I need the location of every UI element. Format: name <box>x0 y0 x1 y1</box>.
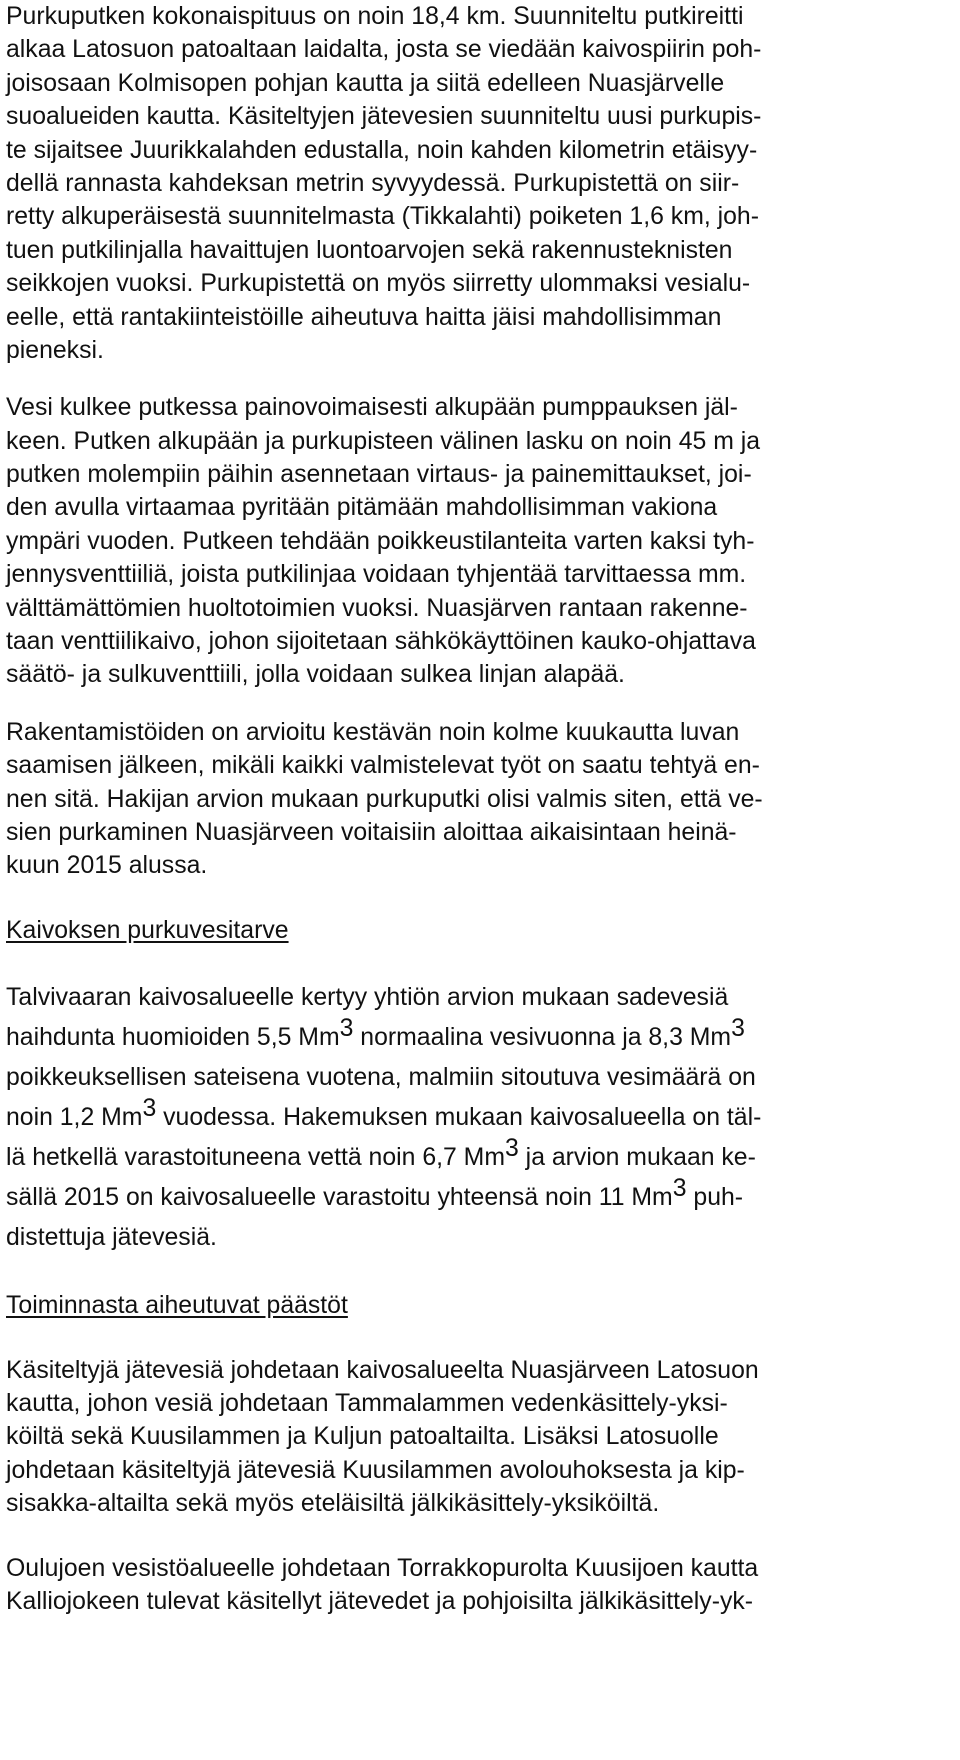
text-line: ympäri vuoden. Putkeen tehdään poikkeustilanteita varten kaksi tyh- <box>6 527 755 555</box>
text-line: sien purkaminen Nuasjärveen voitaisiin aloittaa aikaisintaan heinä- <box>6 818 737 846</box>
text-line: alkaa Latosuon patoaltaan laidalta, josta se viedään kaivospiirin poh- <box>6 36 762 64</box>
section-heading-emissions: Toiminnasta aiheutuvat päästöt <box>6 1292 348 1320</box>
document-page <box>6 0 954 1618</box>
text-line: tuen putkilinjalla havaittujen luontoarvojen sekä rakennusteknisten <box>6 236 733 264</box>
text-line: suoalueiden kautta. Käsiteltyjen jätevesien suunniteltu uusi purkupis- <box>6 103 762 131</box>
text-line: joisosaan Kolmisopen pohjan kautta ja siitä edelleen Nuasjärvelle <box>6 69 725 97</box>
superscript-exponent: 3 <box>339 1015 354 1043</box>
text-segment: normaalina vesivuonna ja 8,3 Mm <box>353 1024 732 1052</box>
text-line: saamisen jälkeen, mikäli kaikki valmistelevat työt on saatu tehtyä en- <box>6 752 760 780</box>
superscript-exponent: 3 <box>142 1095 157 1123</box>
text-line <box>6 1015 954 1058</box>
paragraph-water-flow <box>6 391 954 692</box>
text-line: den avulla virtaamaa pyritään pitämään mahdollisimman vakiona <box>6 494 718 522</box>
text-line: Rakentamistöiden on arvioitu kestävän noin kolme kuukautta luvan <box>6 718 740 746</box>
text-line: seikkojen vuoksi. Purkupistettä on myös siirretty ulommaksi vesialu- <box>6 270 751 298</box>
text-line: säätö- ja sulkuventtiili, jolla voidaan sulkea linjan alapää. <box>6 661 625 689</box>
text-line: Purkuputken kokonaispituus on noin 18,4 km. Suunniteltu putkireitti <box>6 3 744 30</box>
text-line: pieneksi. <box>6 336 104 364</box>
text-segment: puh- <box>686 1184 744 1212</box>
text-line <box>6 1175 954 1218</box>
superscript-exponent: 3 <box>505 1135 519 1163</box>
text-line: retty alkuperäisestä suunnitelmasta (Tikkalahti) poiketen 1,6 km, joh- <box>6 203 759 231</box>
text-segment: sällä 2015 on kaivosalueelle varastoitu yhteensä noin 11 Mm <box>6 1184 673 1212</box>
text-line <box>6 1135 954 1178</box>
text-line: Kalliojokeen tulevat käsitellyt jätevedet ja pohjoisilta jälkikäsittely-yk- <box>6 1587 754 1615</box>
text-line: te sijaitsee Juurikkalahden edustalla, noin kahden kilometrin etäisyy- <box>6 136 758 164</box>
paragraph-gap <box>6 1258 954 1289</box>
paragraph-gap <box>6 947 954 978</box>
text-line: johdetaan käsiteltyjä jätevesiä Kuusilammen avolouhoksesta ja kip- <box>6 1456 745 1484</box>
text-line: poikkeuksellisen sateisena vuotena, malmiin sitoutuva vesimäärä on <box>6 1064 756 1092</box>
text-line: köiltä sekä Kuusilammen ja Kuljun patoaltailta. Lisäksi Latosuolle <box>6 1423 719 1451</box>
paragraph-discharge-need <box>6 978 954 1258</box>
superscript-exponent: 3 <box>731 1015 745 1043</box>
text-line: välttämättömien huoltotoimien vuoksi. Nuasjärven rantaan rakenne- <box>6 594 748 622</box>
text-line: keen. Putken alkupään ja purkupisteen välinen lasku on noin 45 m ja <box>6 427 761 455</box>
paragraph-gap <box>6 1521 954 1552</box>
paragraph-emissions-oulujoki <box>6 1552 954 1619</box>
text-segment: noin 1,2 Mm <box>6 1104 143 1132</box>
text-line: Vesi kulkee putkessa painovoimaisesti alkupään pumppauksen jäl- <box>6 394 738 422</box>
text-line: kuun 2015 alussa. <box>6 852 208 880</box>
paragraph-gap <box>6 367 954 391</box>
text-segment: ja arvion mukaan ke- <box>518 1144 756 1172</box>
text-segment: haihdunta huomioiden 5,5 Mm <box>6 1024 340 1052</box>
text-line: Oulujoen vesistöalueelle johdetaan Torrakkopurolta Kuusijoen kautta <box>6 1554 759 1582</box>
text-line: Talvivaaran kaivosalueelle kertyy yhtiön arvion mukaan sadevesiä <box>6 984 729 1012</box>
paragraph-gap <box>6 883 954 914</box>
paragraph-gap <box>6 692 954 716</box>
paragraph-pipeline-route <box>6 0 954 367</box>
text-line: distettuja jätevesiä. <box>6 1224 217 1252</box>
paragraph-gap <box>6 1323 954 1354</box>
text-line: nen sitä. Hakijan arvion mukaan purkuputki olisi valmis siten, että ve- <box>6 785 763 813</box>
text-segment: vuodessa. Hakemuksen mukaan kaivosalueella on täl- <box>156 1104 762 1132</box>
section-heading-discharge-need: Kaivoksen purkuvesitarve <box>6 916 289 944</box>
text-line <box>6 1095 954 1138</box>
text-line: Käsiteltyjä jätevesiä johdetaan kaivosalueelta Nuasjärveen Latosuon <box>6 1356 759 1384</box>
text-line: sisakka-altailta sekä myös eteläisiltä jälkikäsittely-yksiköiltä. <box>6 1490 660 1518</box>
text-line: kautta, johon vesiä johdetaan Tammalammen vedenkäsittely-yksi- <box>6 1389 728 1417</box>
text-line: eelle, että rantakiinteistöille aiheutuva haitta jäisi mahdollisimman <box>6 303 722 331</box>
text-line: taan venttiilikaivo, johon sijoitetaan sähkökäyttöinen kauko-ohjattava <box>6 628 756 656</box>
paragraph-construction-schedule <box>6 716 954 883</box>
text-line: putken molempiin päihin asennetaan virtaus- ja painemittaukset, joi- <box>6 461 752 489</box>
superscript-exponent: 3 <box>672 1175 687 1203</box>
paragraph-emissions-latosuo <box>6 1354 954 1521</box>
text-segment: lä hetkellä varastoituneena vettä noin 6,7 Mm <box>6 1144 505 1172</box>
text-line: jennysventtiiliä, joista putkilinjaa voidaan tyhjentää tarvittaessa mm. <box>6 561 747 589</box>
text-line: dellä rannasta kahdeksan metrin syvyydessä. Purkupistettä on siir- <box>6 169 740 197</box>
